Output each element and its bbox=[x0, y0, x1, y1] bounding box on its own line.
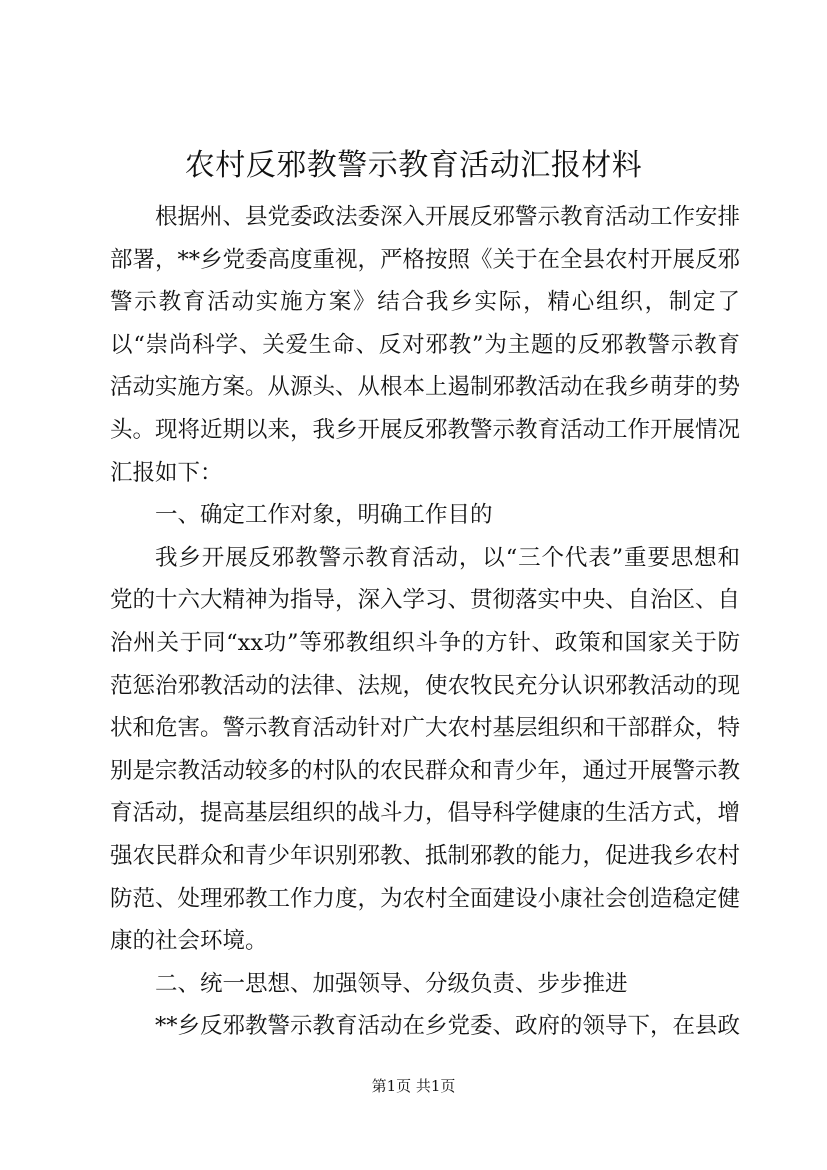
paragraph-intro: 根据州、县党委政法委深入开展反邪警示教育活动工作安排部署，**乡党委高度重视，严格按照《关于在全县农村开展反邪警示教育活动实施方案》结合我乡实际，精心组织，制定了以“崇尚科学、关爱生命、反对邪教”为主题的反邪教警示教育活动实施方案。从源头、从根本上遏制邪教活动在我乡萌芽的势头。现将近期以来，我乡开展反邪教警示教育活动工作开展情况汇报如下： bbox=[110, 204, 741, 486]
document-body bbox=[110, 196, 740, 1048]
page-number-label: 第1页 共1页 bbox=[371, 1077, 456, 1095]
section-heading-2: 二、统一思想、加强领导、分级负责、步步推进 bbox=[155, 970, 628, 997]
paragraph-section-2: **乡反邪教警示教育活动在乡党委、政府的领导下，在县政 bbox=[155, 1013, 741, 1040]
paragraph-section-1: 我乡开展反邪教警示教育活动，以“三个代表”重要思想和党的十六大精神为指导，深入学习、贯彻落实中央、自治区、自治州关于同“xx功”等邪教组织斗争的方针、政策和国家关于防范惩治邪教活动的法律、法规，使农牧民充分认识邪教活动的现状和危害。警示教育活动针对广大农村基层组织和干部群众，特别是宗教活动较多的村队的农民群众和青少年，通过开展警示教育活动，提高基层组织的战斗力，倡导科学健康的生活方式，增强农民群众和青少年识别邪教、抵制邪教的能力，促进我乡农村防范、处理邪教工作力度，为农村全面建设小康社会创造稳定健康的社会环境。 bbox=[110, 544, 741, 955]
section-heading-1: 一、确定工作对象，明确工作目的 bbox=[155, 502, 493, 529]
page-footer bbox=[0, 1076, 827, 1096]
document-title: 农村反邪教警示教育活动汇报材料 bbox=[184, 148, 643, 183]
